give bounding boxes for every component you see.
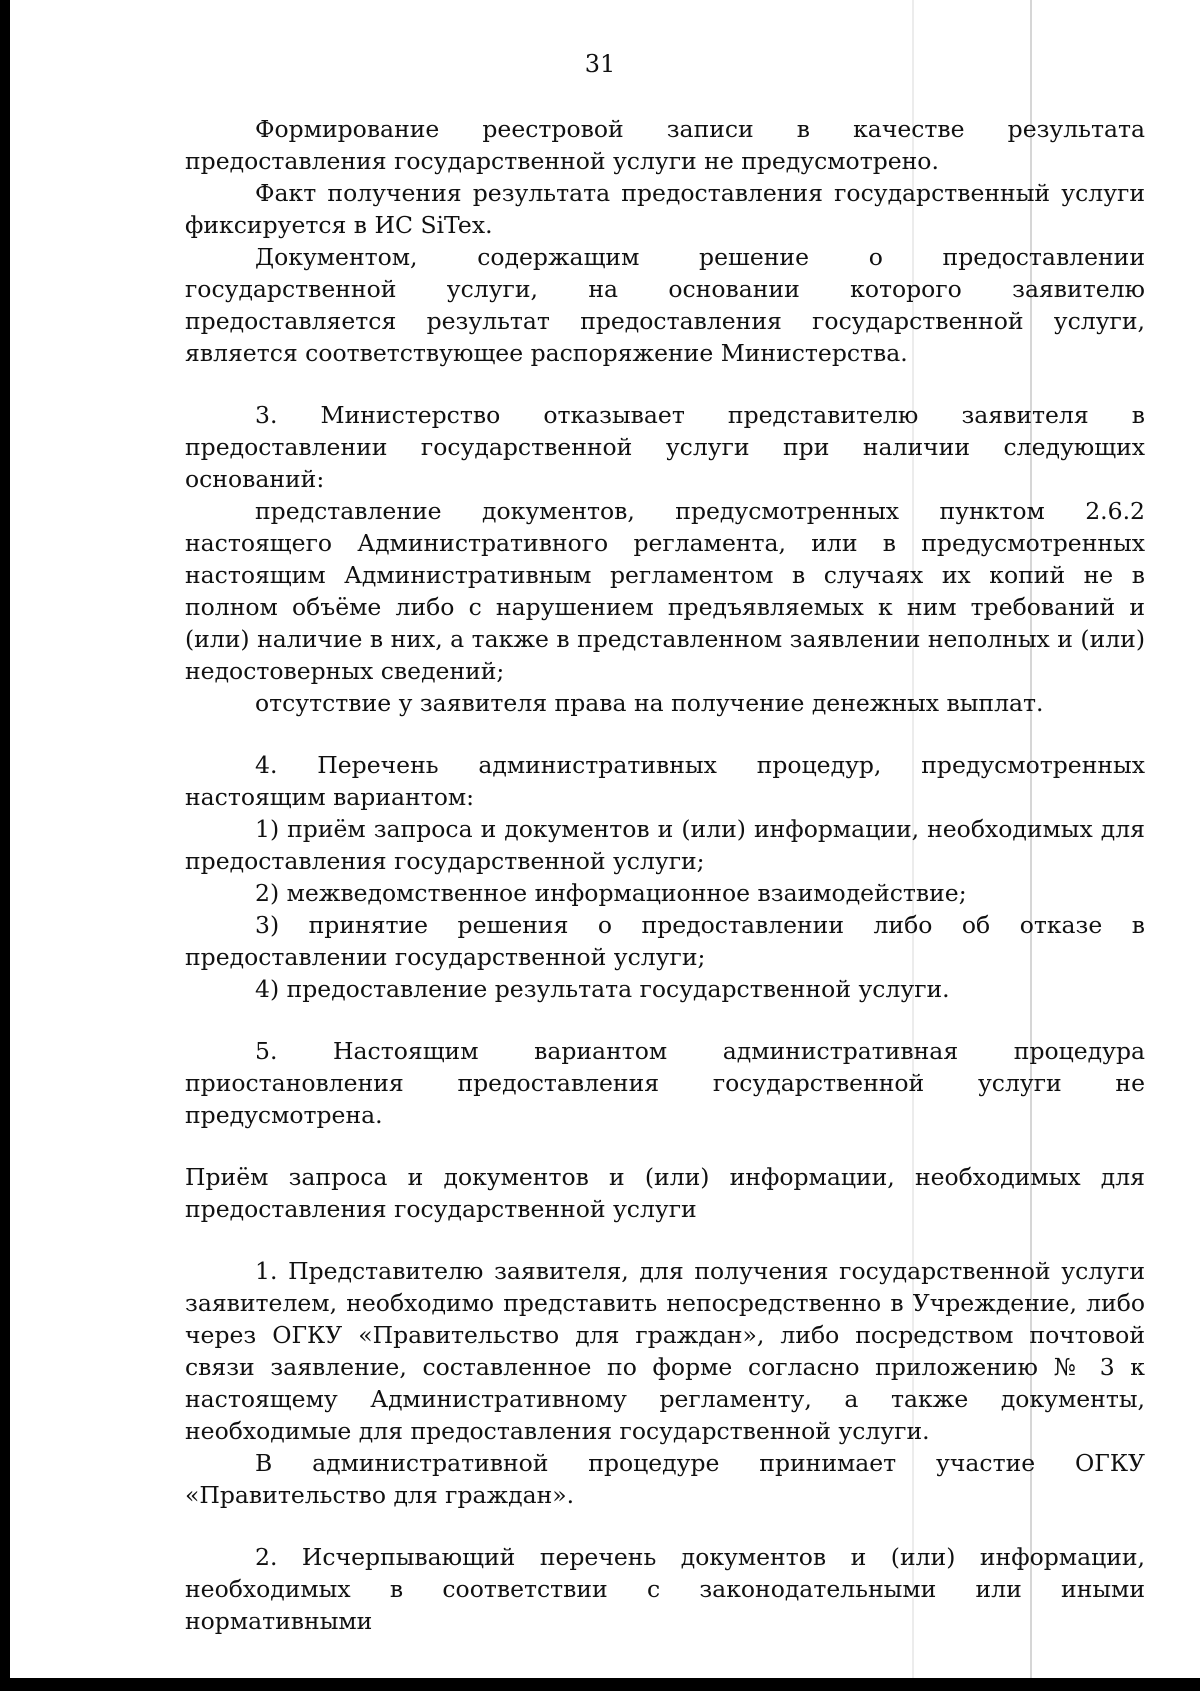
- paragraph: 3) принятие решения о предоставлении либо об отказе в предоставлении государственной услуги;: [185, 911, 1145, 971]
- paragraph: отсутствие у заявителя права на получение денежных выплат.: [255, 689, 1044, 717]
- paragraph: 2. Исчерпывающий перечень документов и (или) информации, необходимых в соответствии с законодательными или иными нормативными: [185, 1543, 1145, 1635]
- paragraph-gap: [185, 1511, 1145, 1541]
- paragraph-gap: [185, 369, 1145, 399]
- paragraph: 5. Настоящим вариантом административная процедура приостановления предоставления государственной услуги не предусмотрена.: [185, 1037, 1145, 1129]
- paragraph: Факт получения результата предоставления государственный услуги фиксируется в ИС SiTex.: [185, 179, 1145, 239]
- scan-border-bottom: [0, 1678, 1200, 1691]
- paragraph: 1) приём запроса и документов и (или) информации, необходимых для предоставления государственной услуги;: [185, 815, 1145, 875]
- paragraph-gap: [185, 1005, 1145, 1035]
- paragraph: Формирование реестровой записи в качестве результата предоставления государственной услуги не предусмотрено.: [185, 115, 1145, 175]
- paragraph: 3. Министерство отказывает представителю заявителя в предоставлении государственной услуги при наличии следующих оснований:: [185, 401, 1145, 493]
- paragraph: В административной процедуре принимает участие ОГКУ «Правительство для граждан».: [185, 1449, 1145, 1509]
- paragraph: 4. Перечень административных процедур, предусмотренных настоящим вариантом:: [185, 751, 1145, 811]
- page-number: 31: [584, 50, 616, 78]
- paragraph-gap: [185, 719, 1145, 749]
- section-heading: Приём запроса и документов и (или) информации, необходимых для предоставления государственной услуги: [185, 1163, 1145, 1223]
- paragraph: 4) предоставление результата государственной услуги.: [255, 975, 950, 1003]
- paragraph: представление документов, предусмотренных пунктом 2.6.2 настоящего Административного регламента, или в предусмотренных настоящим Административным регламентом в случаях их копий не в полном объёме либо с нарушением предъявляемых к ним требований и (или) наличие в них, а также в представленном заявлении неполных и (или) недостоверных сведений;: [185, 497, 1145, 685]
- paragraph: 2) межведомственное информационное взаимодействие;: [255, 879, 967, 907]
- paragraph: 1. Представителю заявителя, для получения государственной услуги заявителем, необходимо представить непосредственно в Учреждение, либо через ОГКУ «Правительство для граждан», либо посредством почтовой связи заявление, составленное по форме согласно приложению № 3 к настоящему Административному регламенту, а также документы, необходимые для предоставления государственной услуги.: [185, 1257, 1145, 1445]
- scan-border-left: [0, 0, 10, 1691]
- document-body: [185, 113, 1145, 1637]
- paragraph-gap: [185, 1131, 1145, 1161]
- paragraph: Документом, содержащим решение о предоставлении государственной услуги, на основании которого заявителю предоставляется результат предоставления государственной услуги, является соответствующее распоряжение Министерства.: [185, 243, 1145, 367]
- paragraph-gap: [185, 1225, 1145, 1255]
